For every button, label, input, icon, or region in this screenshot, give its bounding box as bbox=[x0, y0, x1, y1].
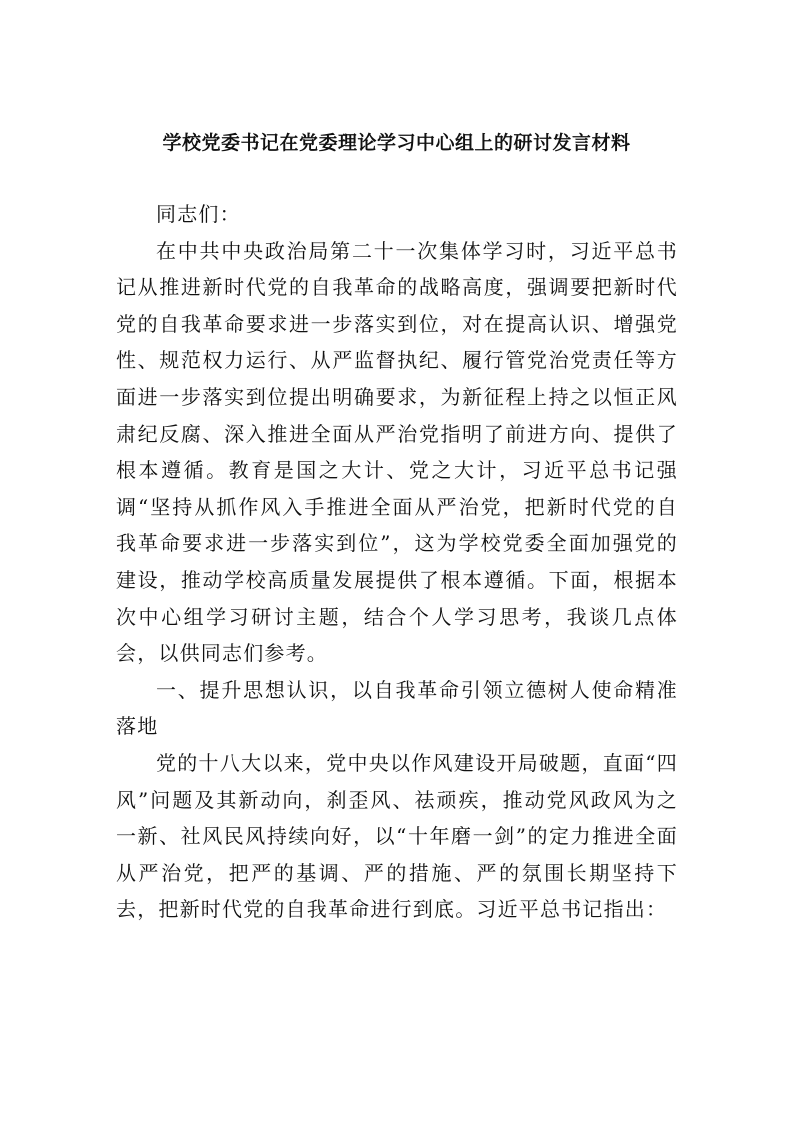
paragraph-intro: 在中共中央政治局第二十一次集体学习时，习近平总书记从推进新时代党的自我革命的战略高度，强调要把新时代党的自我革命要求进一步落实到位，对在提高认识、增强党性、规范权力运行、从严监督执纪、履行管党治党责任等方面进一步落实到位提出明确要求，为新征程上持之以恒正风肃纪反腐、深入推进全面从严治党指明了前进方向、提供了根本遵循。教育是国之大计、党之大计，习近平总书记强调“坚持从抓作风入手推进全面从严治党，把新时代党的自我革命要求进一步落实到位”，这为学校党委全面加强党的建设，推动学校高质量发展提供了根本遵循。下面，根据本次中心组学习研讨主题，结合个人学习思考，我谈几点体会，以供同志们参考。 bbox=[116, 238, 678, 666]
paragraph-section-1: 党的十八大以来，党中央以作风建设开局破题，直面“四风”问题及其新动向，刹歪风、祛顽疾，推动党风政风为之一新、社风民风持续向好，以“十年磨一剑”的定力推进全面从严治党，把严的基调、严的措施、严的氛围长期坚持下去，把新时代党的自我革命进行到底。习近平总书记指出： bbox=[116, 750, 678, 922]
document-body bbox=[116, 196, 678, 928]
document-title: 学校党委书记在党委理论学习中心组上的研讨发言材料 bbox=[162, 132, 631, 154]
salutation: 同志们： bbox=[156, 202, 241, 226]
section-heading-1: 一、提升思想认识，以自我革命引领立德树人使命精准落地 bbox=[116, 677, 678, 739]
